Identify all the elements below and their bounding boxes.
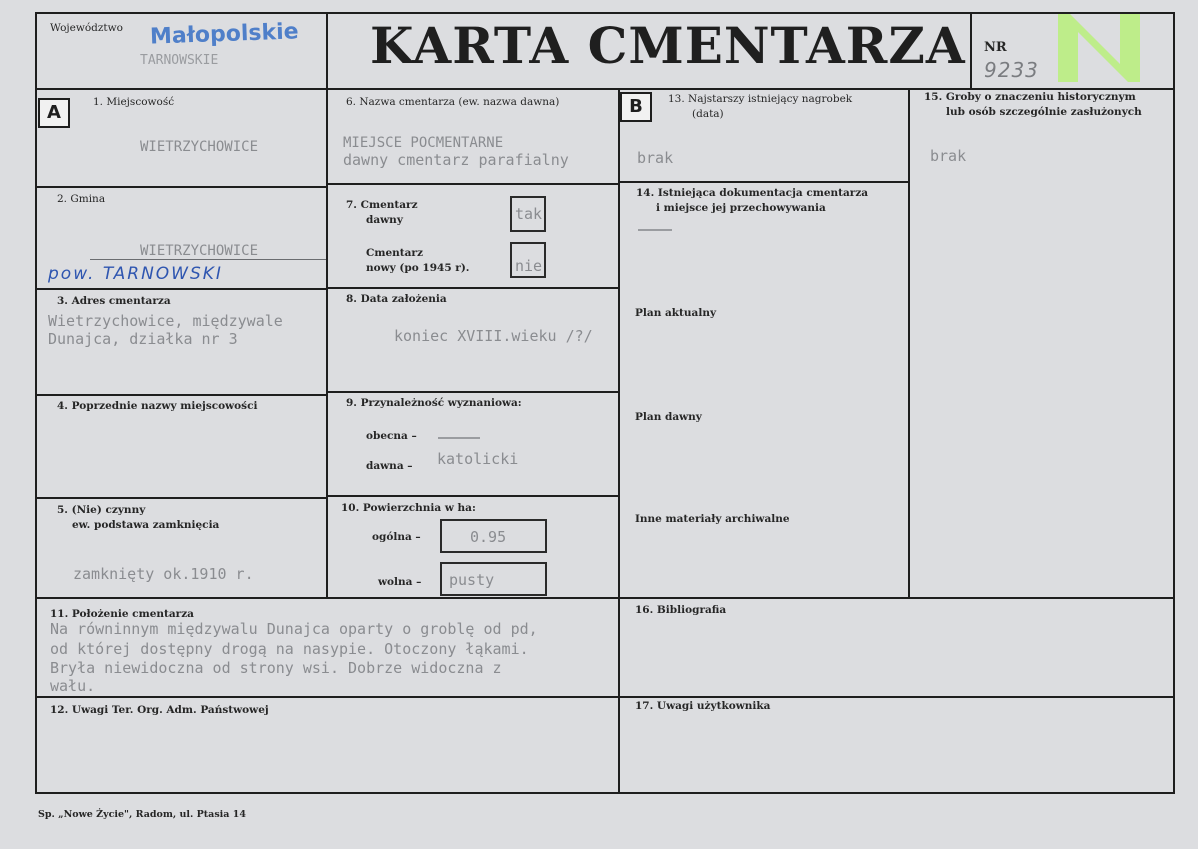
row-line-mid-2 [326,287,619,289]
field-2-underline [90,259,326,260]
field-11-value-line-4: wału. [50,677,96,695]
field-11-value-line-1: Na równinnym międzywalu Dunajca oparty o groblę od pd, [50,620,538,638]
field-9-dawna-label: dawna – [366,460,413,472]
wojewodztwo-stamp: Małopolskie [149,19,300,50]
nr-label: NR [984,40,1007,55]
field-1-value: WIETRZYCHOWICE [140,139,259,155]
field-7-nowy-value: nie [515,257,543,275]
field-10-wolna-value: pusty [449,571,495,589]
field-7-label-line-4: nowy (po 1945 r). [366,262,470,274]
row-line-mid-3 [326,391,619,393]
field-14-inne-label: Inne materiały archiwalne [635,513,790,525]
nr-value: 9233 [984,58,1039,82]
field-14-label-line-1: 14. Istniejąca dokumentacja cmentarza [636,187,869,199]
field-10-wolna-label: wolna – [378,576,422,588]
field-12-label: 12. Uwagi Ter. Org. Adm. Państwowej [50,704,269,716]
field-9-obecna-dash [438,437,480,439]
field-10-label: 10. Powierzchnia w ha: [341,502,476,514]
field-6-value-line-1: MIEJSCE POCMENTARNE [343,135,504,151]
row-line-left-2 [35,288,327,290]
header-divider-left [326,12,328,92]
field-5-label-line-1: 5. (Nie) czynny [57,504,146,516]
section-b-letter: B [620,92,652,122]
field-14-label-line-2: i miejsce jej przechowywania [656,202,826,214]
field-9-dawna-value: katolicki [437,450,519,468]
field-7-label-line-3: Cmentarz [366,247,423,259]
field-13-label-line-1: 13. Najstarszy istniejący nagrobek [668,93,853,105]
field-6-label: 6. Nazwa cmentarza (ew. nazwa dawna) [346,96,560,108]
field-10-ogolna-label: ogólna – [372,531,421,543]
field-11-label: 11. Położenie cmentarza [50,608,194,620]
field-14-plan-aktualny-label: Plan aktualny [635,307,717,319]
field-14-dash [638,229,672,231]
field-10-ogolna-value: 0.95 [470,528,507,546]
field-9-label: 9. Przynależność wyznaniowa: [346,397,522,409]
field-4-label: 4. Poprzednie nazwy miejscowości [57,400,258,412]
field-3-label: 3. Adres cmentarza [57,295,171,307]
field-3-value-line-1: Wietrzychowice, międzywale [48,312,283,330]
field-8-label: 8. Data założenia [346,293,447,305]
frame-right-line [1173,12,1175,794]
header-divider-right [970,12,972,88]
frame-bottom-line [35,792,1175,794]
row-line-b-1 [618,181,910,183]
field-7-label-line-2: dawny [366,214,403,226]
wojewodztwo-typed-value: TARNOWSKIE [140,53,219,68]
field-2-label: 2. Gmina [57,193,106,205]
column-divider-1 [326,88,328,598]
field-15-label-line-2: lub osób szczególnie zasłużonych [946,106,1142,118]
field-14-plan-dawny-label: Plan dawny [635,411,702,423]
row-line-full-1 [35,597,1175,599]
row-line-left-4 [35,497,327,499]
field-5-label-line-2: ew. podstawa zamknięcia [72,519,220,531]
printer-imprint: Sp. „Nowe Życie", Radom, ul. Ptasia 14 [38,809,246,820]
row-line-mid-4 [326,495,619,497]
field-15-label-line-1: 15. Groby o znaczeniu historycznym [924,91,1136,103]
stamp-letter-mark [1050,2,1148,84]
field-6-value-line-2: dawny cmentarz parafialny [343,151,569,169]
field-17-label: 17. Uwagi użytkownika [635,700,771,712]
field-13-label-line-2: (data) [692,108,724,120]
field-16-label: 16. Bibliografia [635,604,727,616]
field-11-value-line-2: od której dostępny drogą na nasypie. Otoczony łąkami. [50,640,529,658]
field-3-value-line-2: Dunajca, działka nr 3 [48,330,238,348]
wojewodztwo-label: Województwo [50,22,123,34]
field-7-label-line-1: 7. Cmentarz [346,199,418,211]
field-8-value: koniec XVIII.wieku /?/ [394,327,593,345]
field-15-value: brak [930,147,967,165]
field-2-value: WIETRZYCHOWICE [140,243,259,259]
row-line-left-1 [35,186,327,188]
field-11-value-line-3: Bryła niewidoczna od strony wsi. Dobrze widoczna z [50,659,502,677]
row-line-mid-1 [326,183,619,185]
field-2-handwritten-note: pow. TARNOWSKI [48,264,223,284]
row-line-full-2 [35,696,1175,698]
field-9-obecna-label: obecna – [366,430,417,442]
field-1-label: 1. Miejscowość [93,96,175,108]
section-a-letter: A [38,98,70,128]
field-5-value: zamknięty ok.1910 r. [73,565,254,583]
frame-left-line [35,12,37,794]
frame-top-line [35,12,1175,14]
row-line-left-3 [35,394,327,396]
column-divider-2 [618,88,620,792]
field-13-value: brak [637,149,674,167]
column-divider-3 [908,88,910,598]
card-title: KARTA CMENTARZA [370,16,966,75]
field-7-dawny-value: tak [515,205,543,223]
